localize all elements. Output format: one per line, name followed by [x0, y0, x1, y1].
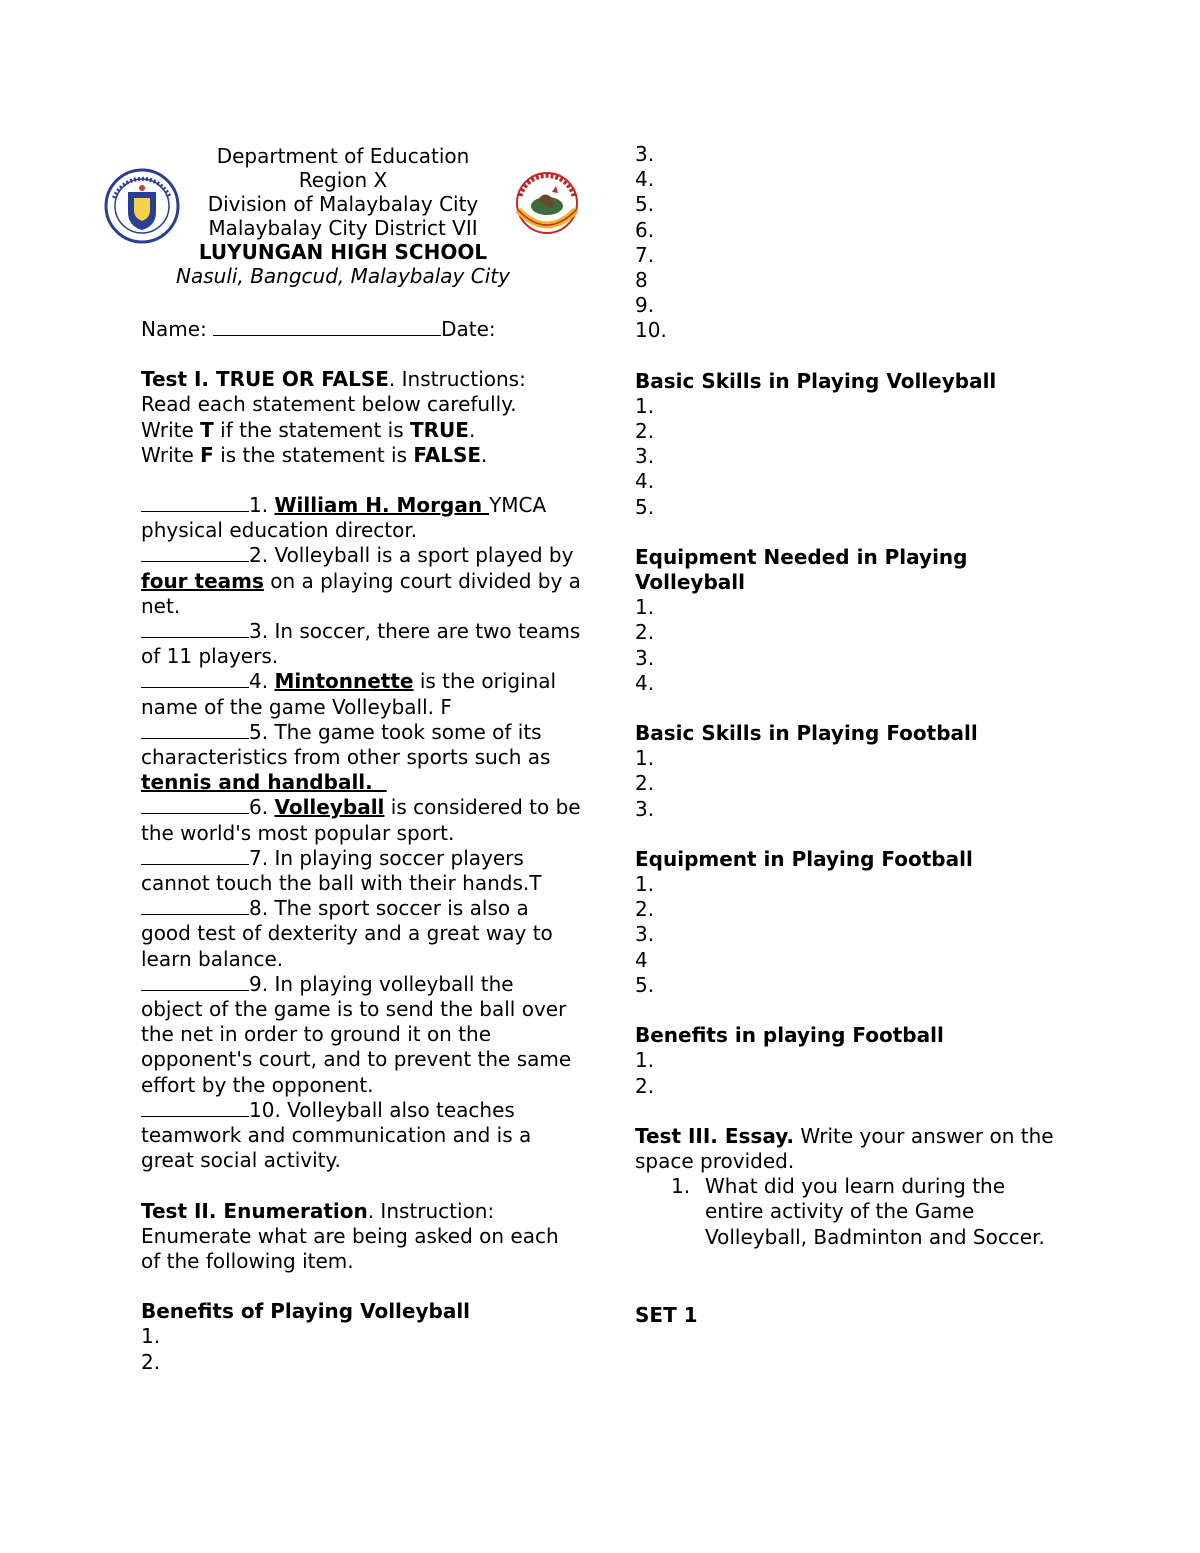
essay-question [635, 1174, 1055, 1250]
item-underlined: William H. Morgan [274, 493, 490, 518]
school-name: LUYUNGAN HIGH SCHOOL [198, 240, 488, 264]
answer-blank[interactable] [141, 669, 249, 688]
item-text: is the original name of the game Volleyball. F [141, 669, 557, 719]
item-text: is considered to be the world's most popular sport. [141, 795, 581, 845]
item-text: 4. [249, 669, 275, 694]
answer-blank[interactable] [141, 720, 249, 739]
enum-line: 4. [635, 167, 655, 192]
answer-blank[interactable] [141, 543, 249, 562]
enum-line: 2. [635, 1073, 655, 1098]
enum-line: 8 [635, 268, 648, 293]
instr-text: Write [141, 442, 201, 467]
test2-instr: . Instruction: Enumerate what are being asked on each of the following item. [141, 1198, 559, 1273]
tf-item [141, 493, 581, 543]
tf-item [141, 896, 581, 972]
enum-line: 4. [635, 670, 655, 695]
instr-f: F [200, 442, 214, 467]
answer-blank[interactable] [141, 846, 249, 865]
instr-text: Write [141, 417, 201, 442]
date-label: Date: [441, 317, 496, 341]
enum-line: 5. [635, 192, 655, 217]
instr-text: is the statement is [213, 442, 414, 467]
header-line: Department of Education [216, 144, 470, 168]
item-text: 10. Volleyball also teaches teamwork and communication and is a great social activity. [141, 1097, 532, 1173]
test3-title: Test III. Essay. [635, 1123, 795, 1148]
enum-line: 1. [635, 1048, 655, 1073]
enum-line: 1. [635, 872, 655, 897]
left-column [141, 144, 581, 1375]
answer-blank[interactable] [141, 493, 249, 512]
header-line: Division of Malaybalay City [207, 192, 479, 216]
enum-line: 2. [635, 771, 655, 796]
header-line: Region X [298, 168, 388, 192]
item-text: 6. [249, 795, 275, 820]
instr-true: TRUE [409, 417, 469, 442]
enum-line: 7. [635, 242, 655, 267]
enum-line: 2. [635, 620, 655, 645]
enum-line: 1. [635, 393, 655, 418]
enum-line: 1. [141, 1324, 161, 1349]
item-text: 1. [249, 493, 275, 518]
test3-instructions [635, 1124, 1055, 1174]
item-text: 5. The game took some of its characteristics from other sports such as [141, 719, 551, 770]
school-address: Nasuli, Bangcud, Malaybalay City [176, 264, 510, 288]
enum-line: 10. [635, 318, 667, 343]
tf-item [141, 1098, 581, 1174]
test2-instructions [141, 1199, 581, 1275]
question-text: What did you learn during the entire activity of the Game Volleyball, Badminton and Soccer. [705, 1174, 1045, 1249]
item-underlined: four teams [141, 568, 264, 593]
name-date-line [141, 317, 581, 342]
enum-line: 2. [141, 1349, 161, 1374]
section-title: Basic Skills in Playing Volleyball [635, 368, 997, 393]
section-title: Equipment in Playing Football [635, 846, 973, 871]
item-text: 3. In soccer, there are two teams of 11 players. [141, 619, 581, 669]
instr-t: T [200, 417, 214, 442]
item-underlined: Mintonnette [274, 669, 414, 694]
item-text: 2. Volleyball is a sport played by [249, 543, 574, 568]
item-text: YMCA physical education director. [141, 493, 547, 543]
test3-instr: Write your answer on the space provided. [635, 1123, 1054, 1173]
answer-blank[interactable] [141, 795, 249, 814]
answer-blank[interactable] [141, 1098, 249, 1117]
instr-false: FALSE [413, 442, 482, 467]
enum-line: 6. [635, 217, 655, 242]
section-title: Basic Skills in Playing Football [635, 721, 978, 746]
enum-line: 3. [635, 796, 655, 821]
enum-line: 3. [635, 444, 655, 469]
item-text: 9. In playing volleyball the object of the game is to send the ball over the net in order to ground it on the opponent's court, and to prevent the same effort by the opponent. [141, 971, 572, 1097]
tf-item [141, 619, 581, 669]
enum-line: 2. [635, 419, 655, 444]
enum-line: 4. [635, 469, 655, 494]
test1-instructions [141, 367, 581, 468]
letterhead [131, 144, 555, 288]
item-text: 8. The sport soccer is also a good test of dexterity and a great way to learn balance. [141, 896, 553, 971]
item-text: on a playing court divided by a net. [141, 568, 581, 618]
test2-title: Test II. Enumeration [141, 1198, 368, 1223]
test1-instr: . Instructions: Read each statement below carefully. [141, 367, 526, 417]
answer-blank[interactable] [141, 619, 249, 638]
set-label: SET 1 [635, 1302, 698, 1327]
enum-line: 1. [635, 595, 655, 620]
enum-line: 3. [635, 922, 655, 947]
test1-title: Test I. TRUE OR FALSE [141, 367, 389, 392]
tf-item [141, 669, 581, 719]
enum-line: 3. [635, 645, 655, 670]
right-column [635, 142, 1055, 1328]
name-blank[interactable] [213, 317, 441, 336]
item-text: 7. In playing soccer players cannot touch the ball with their hands.T [141, 845, 542, 896]
instr-text: if the statement is [213, 417, 410, 442]
answer-blank[interactable] [141, 896, 249, 915]
tf-item [141, 543, 581, 619]
section-title: Benefits in playing Football [635, 1023, 944, 1048]
answer-blank[interactable] [141, 972, 249, 991]
instr-dot: . [468, 417, 476, 442]
name-label: Name: [141, 317, 214, 341]
item-underlined: Volleyball [274, 795, 385, 820]
tf-item [141, 720, 581, 796]
enum-line: 4 [635, 947, 648, 972]
tf-item [141, 795, 581, 845]
enum-line: 3. [635, 142, 655, 166]
enum-line: 5. [635, 494, 655, 519]
section-title: Equipment Needed in Playing Volleyball [635, 544, 968, 595]
enum-line: 9. [635, 293, 655, 318]
enum-line: 2. [635, 897, 655, 922]
enum-line: 5. [635, 972, 655, 997]
tf-item [141, 972, 581, 1098]
header-line: Malaybalay City District VII [208, 216, 478, 240]
question-number: 1. [671, 1174, 691, 1199]
instr-dot: . [481, 442, 488, 467]
enum-line: 1. [635, 746, 655, 771]
section-title: Benefits of Playing Volleyball [141, 1299, 471, 1324]
item-underlined: tennis and handball. [141, 770, 387, 795]
tf-item [141, 846, 581, 896]
